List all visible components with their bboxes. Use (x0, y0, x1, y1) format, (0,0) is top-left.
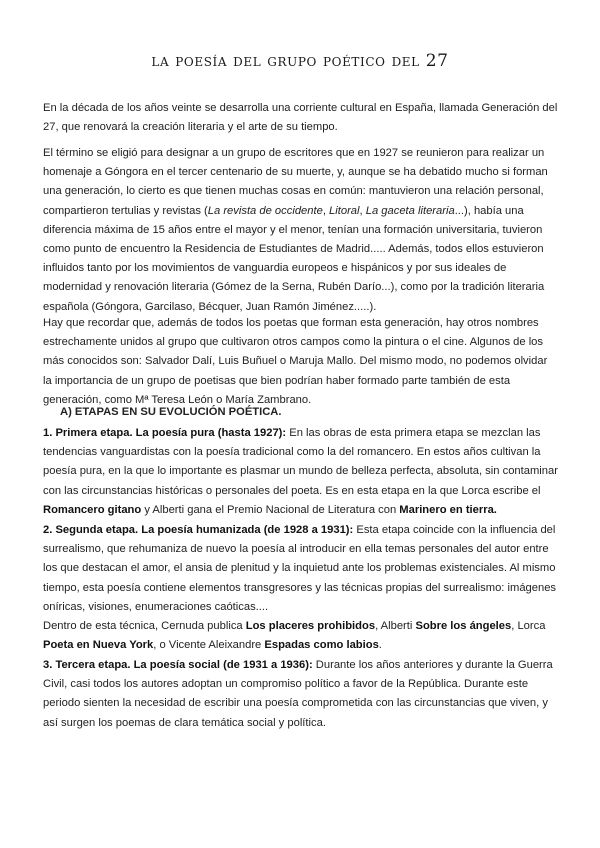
etapa-1-text: En las obras de esta primera etapa se mezclan las tendencias vanguardistas con la poesía tradicional como la del romancero. En estos años cultivan la poesía pura, en la que lo importante es plasmar un mundo de belleza perfecta, absoluta, sin contaminar con las circunstancias históricas o personales del poeta. Es en esta etapa en la que Lorca escribe el (43, 427, 558, 497)
etapa-2-text: Esta etapa coincide con la influencia del surrealismo, que rehumaniza de nuevo la poesía al introducir en ella temas personales del autor entre los que destacan el amor, el ansia de plenitud y la inquietud ante los problemas existenciales. Al mismo tiempo, esta poesía contiene elementos transgresores y las técnicas propias del surrealismo: imágenes oníricas, visiones, enumeraciones caóticas.... (43, 524, 557, 613)
magazine-1: La revista de occidente (207, 204, 323, 217)
etapa-2-text-5: , o Vicente Aleixandre (153, 639, 265, 652)
separator-2: , (359, 204, 366, 217)
etapa-1-heading: 1. Primera etapa. La poesía pura (hasta 1927): (43, 427, 287, 439)
etapa-2-work-3: Poeta en Nueva York (43, 639, 154, 652)
etapa-2-text-6: . (378, 639, 382, 652)
etapa-2-paragraph (43, 521, 559, 655)
etapa-2-text-2: Dentro de esta técnica, Cernuda publica (43, 620, 246, 633)
etapa-1-work-1: Romancero gitano (43, 503, 142, 516)
etapa-3-heading: 3. Tercera etapa. La poesía social (de 1931 a 1936): (43, 659, 313, 671)
magazine-2: Litoral (329, 204, 360, 217)
related-artists-paragraph: Hay que recordar que, además de todos los poetas que forman esta generación, hay otros nombres estrechamente unidos al grupo que cultivaron otros campos como la pintura o el cine. Algunos de los más conocidos son: Salvador Dalí, Luis Buñuel o Maruja Mallo. Del mismo modo, no podemos olvidar la importancia de un grupo de poetisas que bien podrían haber formado parte también de esta generación, como Mª Teresa León o María Zambrano. (43, 317, 548, 406)
etapa-2-work-2: Sobre los ángeles (415, 620, 512, 633)
etapa-2-work-4: Espadas como labios (264, 639, 379, 652)
term-text-a: El término se eligió para designar a un grupo de escritores que en 1927 se reunieron para realizar un homenaje a Góngora en el tercer centenario de su muerte, y, aunque se ha debatido mucho si forman una generación, lo cierto es que tienen muchas cosas en común: mantuvieron una relación personal, compartieron tertulias y revistas ( (43, 147, 548, 217)
etapa-2-heading: 2. Segunda etapa. La poesía humanizada (de 1928 a 1931): (43, 524, 354, 536)
etapa-2-work-1: Los placeres prohibidos (245, 620, 376, 633)
page-title: la poesía del grupo poético del 27 (151, 51, 449, 71)
term-text-b: ...), había una diferencia máxima de 15 años entre el mayor y el menor, tenían una formación universitaria, tuvieron como punto de encuentro la Residencia de Estudiantes de Madrid..... Además, todos ellos estuvieron influidos tanto por los movimientos de vanguardia europeos e hispánicos y por sus ideales de modernidad y renovación literaria (Gómez de la Serna, Rubén Darío...), como por la tradición literaria española (Góngora, Garcilaso, Bécquer, Juan Ramón Jiménez.....). (43, 204, 545, 313)
term-paragraph (43, 144, 559, 317)
etapa-1-work-2: Marinero en tierra. (399, 503, 497, 516)
etapa-3-paragraph (43, 656, 559, 733)
separator-1: , (322, 204, 330, 217)
magazine-3: La gaceta literaria (365, 204, 455, 217)
intro-paragraph: En la década de los años veinte se desarrolla una corriente cultural en España, llamada Generación del 27, que renovará la creación literaria y el arte de su tiempo. (43, 102, 558, 134)
etapa-1-text-2: y Alberti gana el Premio Nacional de Literatura con (141, 503, 400, 516)
etapa-3-text: Durante los años anteriores y durante la Guerra Civil, casi todos los autores adoptan un compromiso político a favor de la República. Durante este periodo sienten la necesidad de escribir una poesía comprometida con las circunstancias que viven, y así surgen los poemas de clara temática social y política. (43, 659, 553, 729)
etapa-2-text-3: , Alberti (375, 620, 416, 633)
section-heading: A) ETAPAS EN SU EVOLUCIÓN POÉTICA. (60, 406, 282, 418)
etapa-1-paragraph (43, 424, 559, 520)
etapa-2-text-4: , Lorca (511, 620, 546, 633)
